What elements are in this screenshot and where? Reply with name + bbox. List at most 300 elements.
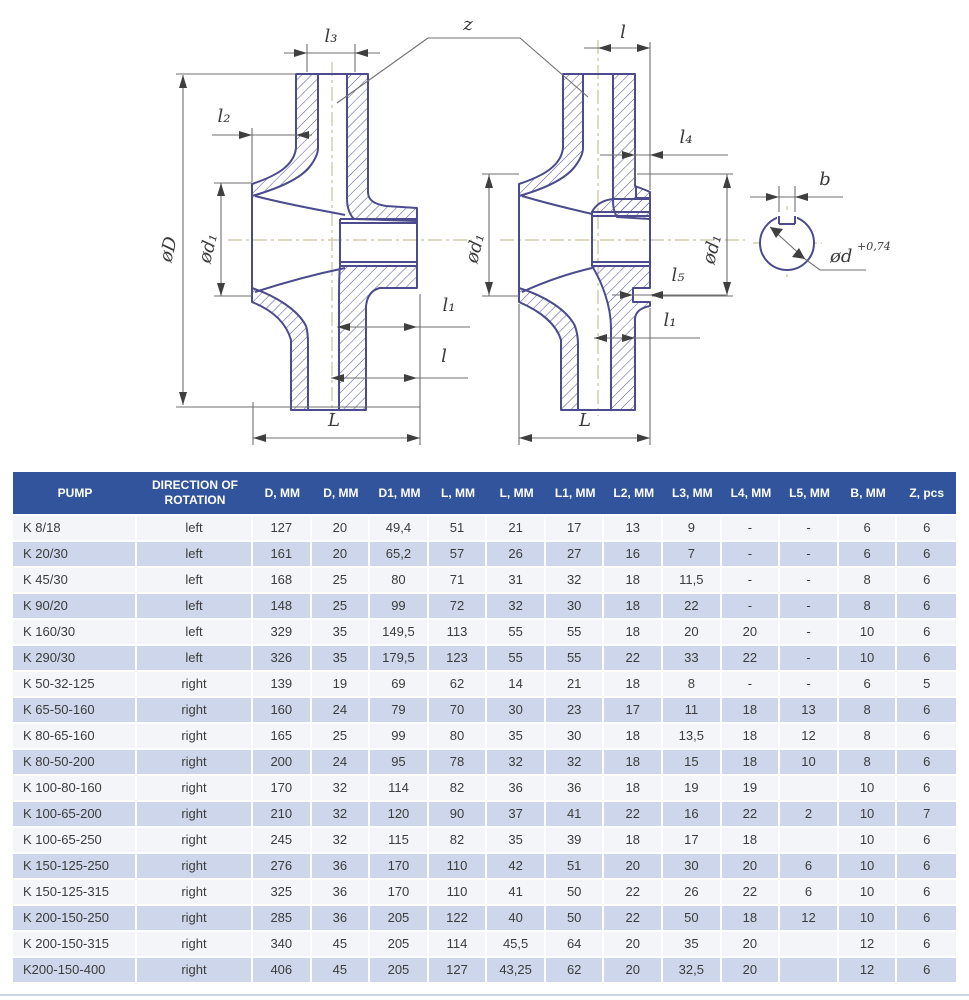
table-cell: 114 bbox=[370, 776, 429, 802]
table-cell: 21 bbox=[546, 672, 605, 698]
table-cell: 20 bbox=[722, 932, 781, 958]
table-cell: 16 bbox=[663, 802, 722, 828]
table-cell: 110 bbox=[429, 854, 488, 880]
dim-label-l1-right: l₁ bbox=[663, 310, 677, 331]
table-row bbox=[13, 516, 956, 542]
table-cell: 8 bbox=[839, 568, 898, 594]
table-cell: 127 bbox=[429, 958, 488, 984]
table-cell: 22 bbox=[722, 802, 781, 828]
table-cell: 18 bbox=[604, 672, 663, 698]
table-cell: 6 bbox=[897, 568, 956, 594]
table-cell: 20 bbox=[604, 854, 663, 880]
table-cell: 24 bbox=[312, 750, 371, 776]
pump-name-cell: K 100-80-160 bbox=[13, 776, 137, 802]
table-cell: 6 bbox=[897, 776, 956, 802]
table-cell: 6 bbox=[839, 542, 898, 568]
table-cell: 19 bbox=[312, 672, 371, 698]
dim-label-l5: l₅ bbox=[671, 265, 685, 286]
column-header: L2, MM bbox=[604, 472, 663, 516]
table-cell: 10 bbox=[839, 776, 898, 802]
table-cell: 50 bbox=[546, 880, 605, 906]
table-row bbox=[13, 958, 956, 984]
table-cell: 36 bbox=[312, 880, 371, 906]
table-cell: 18 bbox=[722, 724, 781, 750]
column-header: L3, MM bbox=[663, 472, 722, 516]
table-cell: 69 bbox=[370, 672, 429, 698]
column-header: L, MM bbox=[487, 472, 546, 516]
table-cell: 340 bbox=[253, 932, 312, 958]
pump-name-cell: K 100-65-200 bbox=[13, 802, 137, 828]
table-cell: - bbox=[780, 542, 839, 568]
table-cell: 24 bbox=[312, 698, 371, 724]
dimensions-table-wrap bbox=[13, 472, 956, 984]
table-cell: 35 bbox=[487, 724, 546, 750]
table-cell: 99 bbox=[370, 724, 429, 750]
table-cell: 12 bbox=[839, 958, 898, 984]
pump-name-cell: K 45/30 bbox=[13, 568, 137, 594]
column-header: D, MM bbox=[312, 472, 371, 516]
table-row bbox=[13, 568, 956, 594]
table-cell: 20 bbox=[722, 854, 781, 880]
table-cell: 406 bbox=[253, 958, 312, 984]
table-cell: 200 bbox=[253, 750, 312, 776]
table-cell: left bbox=[137, 620, 253, 646]
pump-name-cell: K 50-32-125 bbox=[13, 672, 137, 698]
table-cell: 50 bbox=[663, 906, 722, 932]
dim-label-phi-D: øD bbox=[155, 234, 182, 265]
table-row bbox=[13, 854, 956, 880]
table-cell: 21 bbox=[487, 516, 546, 542]
table-cell: right bbox=[137, 828, 253, 854]
table-cell: 210 bbox=[253, 802, 312, 828]
table-cell: 114 bbox=[429, 932, 488, 958]
table-cell: 122 bbox=[429, 906, 488, 932]
pump-name-cell: K200-150-400 bbox=[13, 958, 137, 984]
table-cell: - bbox=[780, 516, 839, 542]
table-cell: 10 bbox=[839, 802, 898, 828]
table-cell: - bbox=[780, 620, 839, 646]
table-cell: right bbox=[137, 958, 253, 984]
table-cell: 329 bbox=[253, 620, 312, 646]
table-cell: 36 bbox=[487, 776, 546, 802]
table-cell: 35 bbox=[312, 646, 371, 672]
table-cell: right bbox=[137, 802, 253, 828]
table-cell: 20 bbox=[604, 932, 663, 958]
dim-label-phi-d1-rl: ød₁ bbox=[461, 231, 490, 266]
table-cell: 110 bbox=[429, 880, 488, 906]
table-cell: 10 bbox=[839, 646, 898, 672]
table-cell: 55 bbox=[546, 620, 605, 646]
pump-table-head bbox=[13, 472, 956, 516]
table-row bbox=[13, 620, 956, 646]
table-cell: 57 bbox=[429, 542, 488, 568]
table-cell: 148 bbox=[253, 594, 312, 620]
table-cell: 20 bbox=[722, 958, 781, 984]
dim-label-L-left: L bbox=[328, 410, 340, 431]
table-row bbox=[13, 802, 956, 828]
table-cell: 20 bbox=[604, 958, 663, 984]
table-cell: 15 bbox=[663, 750, 722, 776]
table-cell: 6 bbox=[897, 958, 956, 984]
table-cell: 18 bbox=[604, 724, 663, 750]
table-cell: 170 bbox=[370, 854, 429, 880]
table-cell: 95 bbox=[370, 750, 429, 776]
pump-name-cell: K 8/18 bbox=[13, 516, 137, 542]
table-cell: 165 bbox=[253, 724, 312, 750]
table-cell: - bbox=[722, 516, 781, 542]
dim-label-l4: l₄ bbox=[679, 127, 693, 148]
table-cell: 35 bbox=[312, 620, 371, 646]
table-cell: left bbox=[137, 646, 253, 672]
table-cell: 55 bbox=[487, 620, 546, 646]
table-cell: 170 bbox=[253, 776, 312, 802]
table-cell: 27 bbox=[546, 542, 605, 568]
table-cell: 6 bbox=[897, 854, 956, 880]
table-cell: 82 bbox=[429, 828, 488, 854]
table-cell: right bbox=[137, 672, 253, 698]
table-cell: 79 bbox=[370, 698, 429, 724]
table-cell: 36 bbox=[312, 854, 371, 880]
table-cell: - bbox=[780, 672, 839, 698]
table-cell: 113 bbox=[429, 620, 488, 646]
table-cell: left bbox=[137, 568, 253, 594]
table-cell: 30 bbox=[663, 854, 722, 880]
table-cell: 12 bbox=[780, 724, 839, 750]
column-header: PUMP bbox=[13, 472, 137, 516]
dim-label-l1-left: l₁ bbox=[442, 295, 456, 316]
table-cell: 36 bbox=[546, 776, 605, 802]
table-cell: 127 bbox=[253, 516, 312, 542]
table-cell: - bbox=[722, 542, 781, 568]
table-cell: 18 bbox=[722, 750, 781, 776]
table-cell: 19 bbox=[722, 776, 781, 802]
table-cell: 36 bbox=[312, 906, 371, 932]
table-cell: 168 bbox=[253, 568, 312, 594]
table-cell: 31 bbox=[487, 568, 546, 594]
table-cell: 49,4 bbox=[370, 516, 429, 542]
pump-name-cell: K 20/30 bbox=[13, 542, 137, 568]
table-cell: 45,5 bbox=[487, 932, 546, 958]
pump-name-cell: K 100-65-250 bbox=[13, 828, 137, 854]
table-cell: 25 bbox=[312, 594, 371, 620]
table-cell: 6 bbox=[839, 516, 898, 542]
table-cell: 170 bbox=[370, 880, 429, 906]
table-cell: 13,5 bbox=[663, 724, 722, 750]
table-cell: - bbox=[722, 568, 781, 594]
table-cell: 18 bbox=[604, 828, 663, 854]
table-cell: 205 bbox=[370, 958, 429, 984]
table-cell: - bbox=[780, 594, 839, 620]
table-cell: 55 bbox=[546, 646, 605, 672]
table-cell: 6 bbox=[897, 516, 956, 542]
column-header: L4, MM bbox=[722, 472, 781, 516]
table-cell: 71 bbox=[429, 568, 488, 594]
table-cell: 30 bbox=[546, 594, 605, 620]
dim-label-l-right: l bbox=[620, 22, 626, 43]
table-cell: 285 bbox=[253, 906, 312, 932]
dim-label-phi-d: ød bbox=[830, 246, 853, 267]
table-cell: right bbox=[137, 750, 253, 776]
table-cell: left bbox=[137, 516, 253, 542]
table-cell: 70 bbox=[429, 698, 488, 724]
table-cell: 6 bbox=[897, 724, 956, 750]
table-cell: 20 bbox=[663, 620, 722, 646]
table-cell: 62 bbox=[546, 958, 605, 984]
table-cell: 41 bbox=[546, 802, 605, 828]
table-cell: 115 bbox=[370, 828, 429, 854]
table-cell: 18 bbox=[722, 906, 781, 932]
table-cell: 19 bbox=[663, 776, 722, 802]
table-row bbox=[13, 698, 956, 724]
table-cell: 18 bbox=[722, 828, 781, 854]
column-header: L, MM bbox=[429, 472, 488, 516]
pump-name-cell: K 90/20 bbox=[13, 594, 137, 620]
table-cell bbox=[780, 958, 839, 984]
dim-label-phi-d1: ød₁ bbox=[194, 231, 223, 266]
table-cell: 8 bbox=[663, 672, 722, 698]
table-cell: 37 bbox=[487, 802, 546, 828]
bottom-divider bbox=[0, 994, 969, 996]
table-cell: 14 bbox=[487, 672, 546, 698]
table-row bbox=[13, 828, 956, 854]
table-cell: 161 bbox=[253, 542, 312, 568]
column-header: D, MM bbox=[253, 472, 312, 516]
table-cell: right bbox=[137, 854, 253, 880]
pump-name-cell: K 160/30 bbox=[13, 620, 137, 646]
table-cell: 30 bbox=[487, 698, 546, 724]
table-cell: 42 bbox=[487, 854, 546, 880]
dim-label-l3: l₃ bbox=[324, 26, 338, 47]
table-cell: 8 bbox=[839, 594, 898, 620]
table-cell: 32 bbox=[546, 750, 605, 776]
table-cell: 25 bbox=[312, 724, 371, 750]
table-cell: 32 bbox=[546, 568, 605, 594]
table-cell bbox=[780, 828, 839, 854]
table-cell bbox=[780, 932, 839, 958]
table-cell: 13 bbox=[780, 698, 839, 724]
table-cell: 51 bbox=[546, 854, 605, 880]
pump-table bbox=[13, 472, 956, 984]
table-cell: 18 bbox=[604, 594, 663, 620]
table-cell: 40 bbox=[487, 906, 546, 932]
table-cell: 39 bbox=[546, 828, 605, 854]
table-cell: 18 bbox=[604, 620, 663, 646]
table-row bbox=[13, 776, 956, 802]
table-cell: 6 bbox=[897, 880, 956, 906]
table-cell: 45 bbox=[312, 932, 371, 958]
table-cell: 205 bbox=[370, 932, 429, 958]
dim-label-L-right: L bbox=[579, 410, 591, 431]
dim-label-l-left: l bbox=[441, 346, 447, 367]
table-cell: 26 bbox=[487, 542, 546, 568]
table-cell: 64 bbox=[546, 932, 605, 958]
table-cell: 62 bbox=[429, 672, 488, 698]
table-cell: 8 bbox=[839, 698, 898, 724]
table-cell: 149,5 bbox=[370, 620, 429, 646]
right-impeller-section bbox=[519, 74, 650, 410]
table-cell: 205 bbox=[370, 906, 429, 932]
pump-name-cell: K 80-65-160 bbox=[13, 724, 137, 750]
column-header: B, MM bbox=[839, 472, 898, 516]
pump-name-cell: K 150-125-315 bbox=[13, 880, 137, 906]
table-cell: 123 bbox=[429, 646, 488, 672]
table-cell: 65,2 bbox=[370, 542, 429, 568]
table-cell: 41 bbox=[487, 880, 546, 906]
table-cell: 12 bbox=[839, 932, 898, 958]
table-row bbox=[13, 880, 956, 906]
table-cell: 22 bbox=[663, 594, 722, 620]
table-cell: 45 bbox=[312, 958, 371, 984]
table-cell: 78 bbox=[429, 750, 488, 776]
table-row bbox=[13, 906, 956, 932]
pump-name-cell: K 200-150-250 bbox=[13, 906, 137, 932]
table-cell: 99 bbox=[370, 594, 429, 620]
table-cell: 17 bbox=[604, 698, 663, 724]
table-cell: 10 bbox=[839, 620, 898, 646]
table-cell: 72 bbox=[429, 594, 488, 620]
table-cell: 10 bbox=[839, 906, 898, 932]
pump-name-cell: K 200-150-315 bbox=[13, 932, 137, 958]
table-cell: 18 bbox=[722, 698, 781, 724]
table-row bbox=[13, 724, 956, 750]
table-cell: 18 bbox=[604, 776, 663, 802]
table-cell: 6 bbox=[897, 542, 956, 568]
table-cell: 6 bbox=[897, 698, 956, 724]
table-cell: 2 bbox=[780, 802, 839, 828]
table-cell: 325 bbox=[253, 880, 312, 906]
shaft-detail bbox=[760, 210, 814, 270]
dim-label-tolerance: +0,74 bbox=[857, 240, 891, 253]
table-cell: 6 bbox=[897, 932, 956, 958]
table-cell: 32,5 bbox=[663, 958, 722, 984]
table-cell: 6 bbox=[897, 620, 956, 646]
table-cell: 12 bbox=[780, 906, 839, 932]
table-cell: 20 bbox=[312, 516, 371, 542]
table-cell: right bbox=[137, 932, 253, 958]
table-cell: 6 bbox=[897, 906, 956, 932]
table-cell: 7 bbox=[897, 802, 956, 828]
table-row bbox=[13, 750, 956, 776]
technical-drawing bbox=[0, 0, 969, 470]
table-cell: 179,5 bbox=[370, 646, 429, 672]
table-cell: 7 bbox=[663, 542, 722, 568]
table-cell: - bbox=[722, 672, 781, 698]
table-cell: 30 bbox=[546, 724, 605, 750]
table-cell: 80 bbox=[370, 568, 429, 594]
table-cell: right bbox=[137, 906, 253, 932]
column-header: L5, MM bbox=[780, 472, 839, 516]
table-cell: 11 bbox=[663, 698, 722, 724]
table-cell: right bbox=[137, 880, 253, 906]
table-cell: 9 bbox=[663, 516, 722, 542]
table-cell: right bbox=[137, 724, 253, 750]
table-cell: 10 bbox=[839, 828, 898, 854]
table-cell: 22 bbox=[722, 646, 781, 672]
table-cell: 32 bbox=[312, 776, 371, 802]
table-cell: 22 bbox=[604, 646, 663, 672]
table-cell: 22 bbox=[722, 880, 781, 906]
table-cell: 8 bbox=[839, 724, 898, 750]
dim-label-phi-d1-rr: ød₁ bbox=[698, 232, 727, 267]
table-cell: 10 bbox=[839, 880, 898, 906]
table-cell: 5 bbox=[897, 672, 956, 698]
table-cell: 10 bbox=[780, 750, 839, 776]
table-cell: 245 bbox=[253, 828, 312, 854]
dim-label-l2: l₂ bbox=[217, 106, 231, 127]
table-cell: 51 bbox=[429, 516, 488, 542]
table-cell: 13 bbox=[604, 516, 663, 542]
column-header: L1, MM bbox=[546, 472, 605, 516]
table-cell: 82 bbox=[429, 776, 488, 802]
table-row bbox=[13, 542, 956, 568]
table-cell: 20 bbox=[722, 620, 781, 646]
table-row bbox=[13, 646, 956, 672]
table-cell: 35 bbox=[663, 932, 722, 958]
pump-name-cell: K 150-125-250 bbox=[13, 854, 137, 880]
table-cell bbox=[780, 776, 839, 802]
table-cell: 33 bbox=[663, 646, 722, 672]
drawing-panel bbox=[0, 0, 969, 470]
table-cell: left bbox=[137, 594, 253, 620]
table-cell: 6 bbox=[839, 672, 898, 698]
table-cell: 32 bbox=[487, 750, 546, 776]
table-cell: 25 bbox=[312, 568, 371, 594]
table-cell: 55 bbox=[487, 646, 546, 672]
pump-table-body bbox=[13, 516, 956, 984]
dim-label-z: z bbox=[463, 14, 473, 35]
table-cell: 276 bbox=[253, 854, 312, 880]
table-cell: 32 bbox=[312, 802, 371, 828]
left-impeller-section bbox=[252, 74, 417, 410]
table-cell: - bbox=[780, 646, 839, 672]
pump-name-cell: K 80-50-200 bbox=[13, 750, 137, 776]
table-cell: 326 bbox=[253, 646, 312, 672]
table-row bbox=[13, 594, 956, 620]
table-cell: 6 bbox=[780, 854, 839, 880]
table-cell: 16 bbox=[604, 542, 663, 568]
table-cell: 17 bbox=[546, 516, 605, 542]
table-row bbox=[13, 672, 956, 698]
table-cell: 6 bbox=[897, 594, 956, 620]
table-cell: 139 bbox=[253, 672, 312, 698]
table-cell: right bbox=[137, 698, 253, 724]
pump-name-cell: K 290/30 bbox=[13, 646, 137, 672]
table-cell: - bbox=[780, 568, 839, 594]
table-cell: 35 bbox=[487, 828, 546, 854]
table-cell: 160 bbox=[253, 698, 312, 724]
table-cell: 120 bbox=[370, 802, 429, 828]
table-cell: 26 bbox=[663, 880, 722, 906]
table-cell: 90 bbox=[429, 802, 488, 828]
table-cell: 23 bbox=[546, 698, 605, 724]
left-impeller-lines bbox=[252, 74, 417, 410]
table-cell: 32 bbox=[312, 828, 371, 854]
table-cell: 17 bbox=[663, 828, 722, 854]
table-cell: 6 bbox=[897, 828, 956, 854]
table-cell: 22 bbox=[604, 880, 663, 906]
pump-name-cell: K 65-50-160 bbox=[13, 698, 137, 724]
table-cell: 50 bbox=[546, 906, 605, 932]
table-cell: 11,5 bbox=[663, 568, 722, 594]
table-cell: - bbox=[722, 594, 781, 620]
table-cell: 6 bbox=[780, 880, 839, 906]
column-header: D1, MM bbox=[370, 472, 429, 516]
dim-label-b: b bbox=[819, 169, 831, 190]
table-cell: 6 bbox=[897, 646, 956, 672]
table-cell: 22 bbox=[604, 802, 663, 828]
table-cell: 80 bbox=[429, 724, 488, 750]
table-cell: left bbox=[137, 542, 253, 568]
